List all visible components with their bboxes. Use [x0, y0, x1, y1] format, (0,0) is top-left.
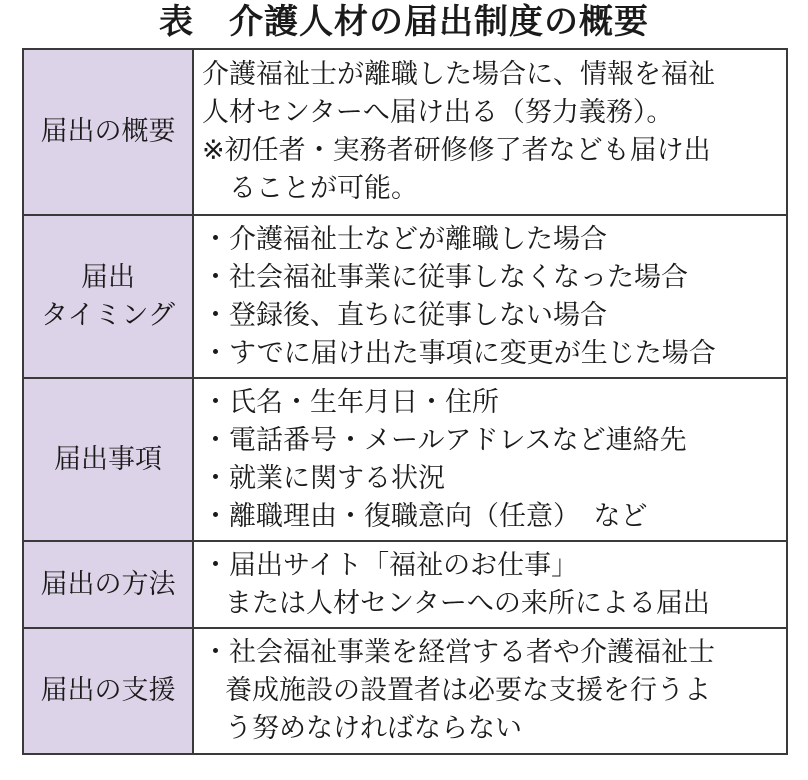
list-item: ・就業に関する状況 [202, 462, 445, 494]
row-content-cell [193, 215, 787, 378]
list-item: ・すでに届け出た事項に変更が生じた場合 [202, 337, 716, 369]
row-label: 届出の概要 [40, 116, 176, 147]
row-label-cell [23, 378, 193, 541]
row-content-cell [193, 378, 787, 541]
content-line: ※初任者・実務者研修修了者なども届け出 [202, 135, 711, 166]
row-content-cell [193, 628, 787, 754]
overview-table [22, 48, 788, 755]
list-item: ・離職理由・復職意向（任意） など [202, 500, 648, 532]
content-line: 介護福祉士が離職した場合に、情報を福祉 [202, 59, 715, 90]
list-item: ・介護福祉士などが離職した場合 [202, 223, 607, 255]
row-label: 届出の方法 [40, 568, 176, 600]
list-item: ・社会福祉事業を経営する者や介護福祉士 [202, 637, 715, 668]
row-label-cell [23, 49, 193, 215]
row-label: タイミング [41, 299, 175, 331]
row-label-cell [23, 628, 193, 754]
list-item: ・登録後、直ちに従事しない場合 [202, 299, 607, 331]
content-line: ることが可能。 [229, 173, 418, 204]
list-item-continuation: う努めなければならない [225, 713, 522, 744]
row-label: 届出の支援 [40, 675, 176, 706]
table-row [23, 541, 787, 628]
table-title: 表 介護人材の届出制度の概要 [159, 2, 649, 42]
list-item: ・社会福祉事業に従事しなくなった場合 [202, 261, 688, 293]
table-row [23, 628, 787, 754]
row-content-cell [193, 541, 787, 628]
row-label-cell [23, 541, 193, 628]
list-item-continuation: 養成施設の設置者は必要な支援を行うよ [225, 675, 711, 706]
row-content-cell [193, 49, 787, 215]
list-item-continuation: または人材センターへの来所による届出 [225, 587, 710, 619]
content-line: 人材センターへ届け出る（努力義務）。 [202, 97, 674, 128]
row-label: 届出事項 [54, 443, 162, 475]
list-item: ・電話番号・メールアドレスなど連絡先 [202, 424, 687, 456]
table-row [23, 49, 787, 215]
row-label: 届出 [81, 261, 135, 293]
list-item: ・氏名・生年月日・住所 [202, 386, 499, 418]
table-row [23, 378, 787, 541]
row-label-cell [23, 215, 193, 378]
table-row [23, 215, 787, 378]
list-item: ・届出サイト「福祉のお仕事」 [202, 549, 579, 581]
